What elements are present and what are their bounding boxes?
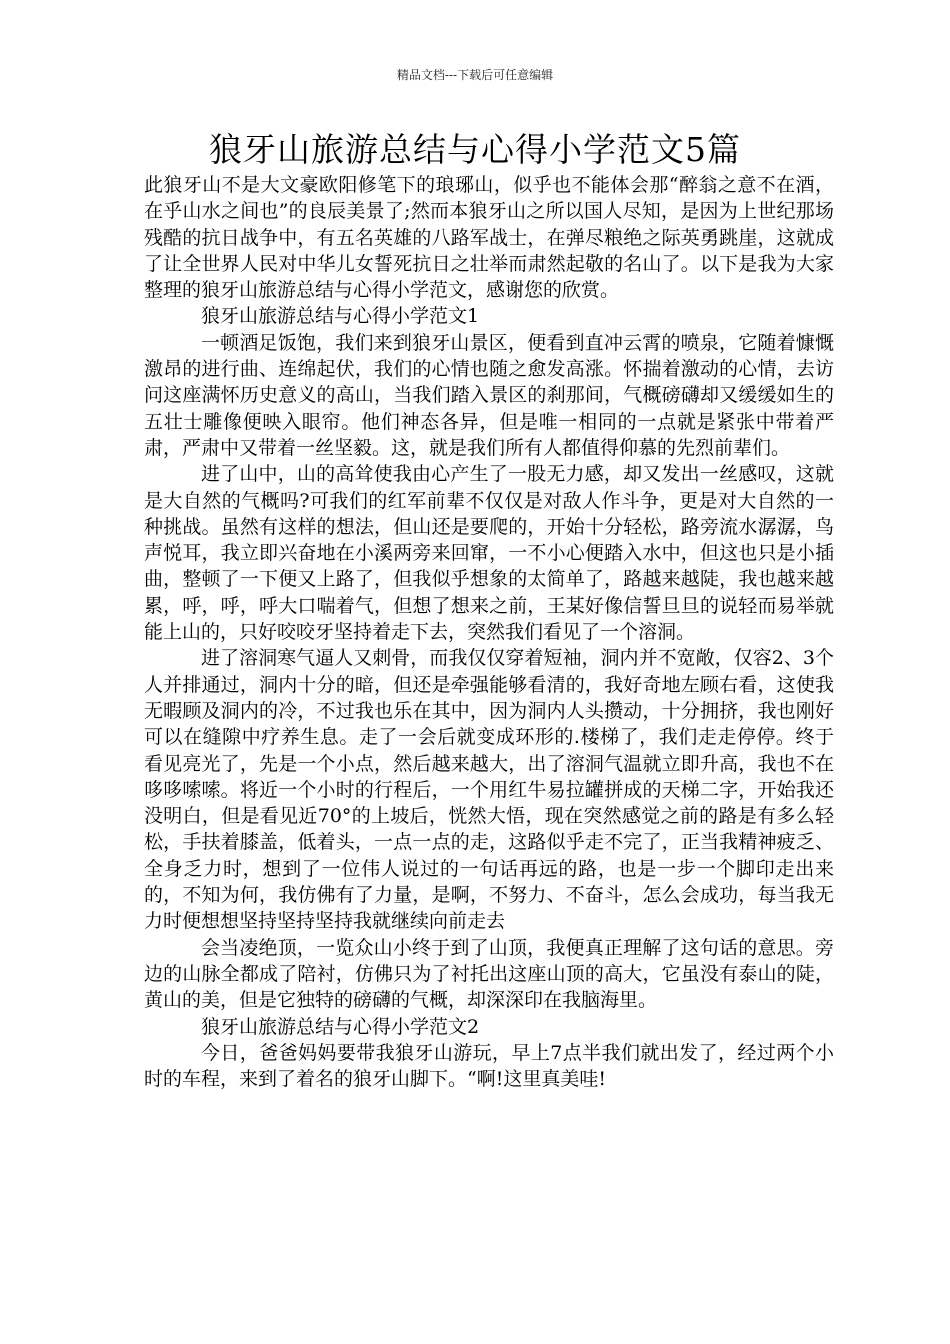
document-body [144, 172, 834, 1092]
section1-paragraph-1: 一顿酒足饭饱，我们来到狼牙山景区，便看到直冲云霄的喷泉，它随着慷慨激昂的进行曲、连绵起伏，我们的心情也随之愈发高涨。怀揣着激动的心情，去访问这座满怀历史意义的高山，当我们踏入景区的刹那间，气概磅礴却又缓缓如生的五壮士雕像便映入眼帘。他们神态各异，但是唯一相同的一点就是紧张中带着严肃，严肃中又带着一丝坚毅。这，就是我们所有人都值得仰慕的先烈前辈们。 [144, 331, 834, 459]
document-title: 狼牙山旅游总结与心得小学范文5篇 [209, 130, 741, 169]
intro-paragraph: 此狼牙山不是大文豪欧阳修笔下的琅琊山，似乎也不能体会那“醉翁之意不在酒，在乎山水之间也”的良辰美景了;然而本狼牙山之所以国人尽知，是因为上世纪那场残酷的抗日战争中，有五名英雄的八路军战士，在弹尽粮绝之际英勇跳崖，这就成了让全世界人民对中华儿女誓死抗日之壮举而肃然起敬的名山了。以下是我为大家整理的狼牙山旅游总结与心得小学范文，感谢您的欣赏。 [144, 174, 834, 302]
section1-paragraph-2: 进了山中，山的高耸使我由心产生了一股无力感，却又发出一丝感叹，这就是大自然的气概吗?可我们的红军前辈不仅仅是对敌人作斗争，更是对大自然的一种挑战。虽然有这样的想法，但山还是要爬的，开始十分轻松，路旁流水潺潺，鸟声悦耳，我立即兴奋地在小溪两旁来回窜，一不小心便踏入水中，但这也只是小插曲，整顿了一下便又上路了，但我似乎想象的太简单了，路越来越陡，我也越来越累，呼，呼，呼大口喘着气，但想了想来之前，王某好像信誓旦旦的说轻而易举就能上山的，只好咬咬牙坚持着走下去，突然我们看见了一个溶洞。 [144, 463, 834, 644]
section2-paragraph-1: 今日，爸爸妈妈要带我狼牙山游玩，早上7点半我们就出发了，经过两个小时的车程，来到了着名的狼牙山脚下。“啊!这里真美哇! [144, 1041, 834, 1091]
page-header-note: 精品文档---下载后可任意编辑 [396, 68, 554, 82]
section1-paragraph-4: 会当凌绝顶，一览众山小终于到了山顶，我便真正理解了这句话的意思。旁边的山脉全都成了陪衬，仿佛只为了衬托出这座山顶的高大，它虽没有泰山的陡，黄山的美，但是它独特的磅礴的气概，却深深印在我脑海里。 [144, 936, 834, 1012]
section-heading-2: 狼牙山旅游总结与心得小学范文2 [201, 1015, 480, 1038]
section-heading-1: 狼牙山旅游总结与心得小学范文1 [201, 305, 480, 328]
section1-paragraph-3: 进了溶洞寒气逼人又刺骨，而我仅仅穿着短袖，洞内并不宽敞，仅容2、3个人并排通过，洞内十分的暗，但还是牵强能够看清的，我好奇地左顾右看，这使我无暇顾及洞内的冷，不过我也乐在其中，因为洞内人头攒动，十分拥挤，我也刚好可以在缝隙中疗养生息。走了一会后就变成环形的.楼梯了，我们走走停停。终于看见亮光了，先是一个小点，然后越来越大，出了溶洞气温就立即升高，我也不在哆哆嗦嗦。将近一个小时的行程后，一个用红牛易拉罐拼成的天梯二字，开始我还没明白，但是看见近70°的上坡后，恍然大悟，现在突然感觉之前的路是有多么轻松，手扶着膝盖，低着头，一点一点的走，这路似乎走不完了，正当我精神疲乏、全身乏力时，想到了一位伟人说过的一句话再远的路，也是一步一个脚印走出来的，不知为何，我仿佛有了力量，是啊，不努力、不奋斗，怎么会成功，每当我无力时便想想坚持坚持坚持我就继续向前走去 [144, 647, 834, 933]
